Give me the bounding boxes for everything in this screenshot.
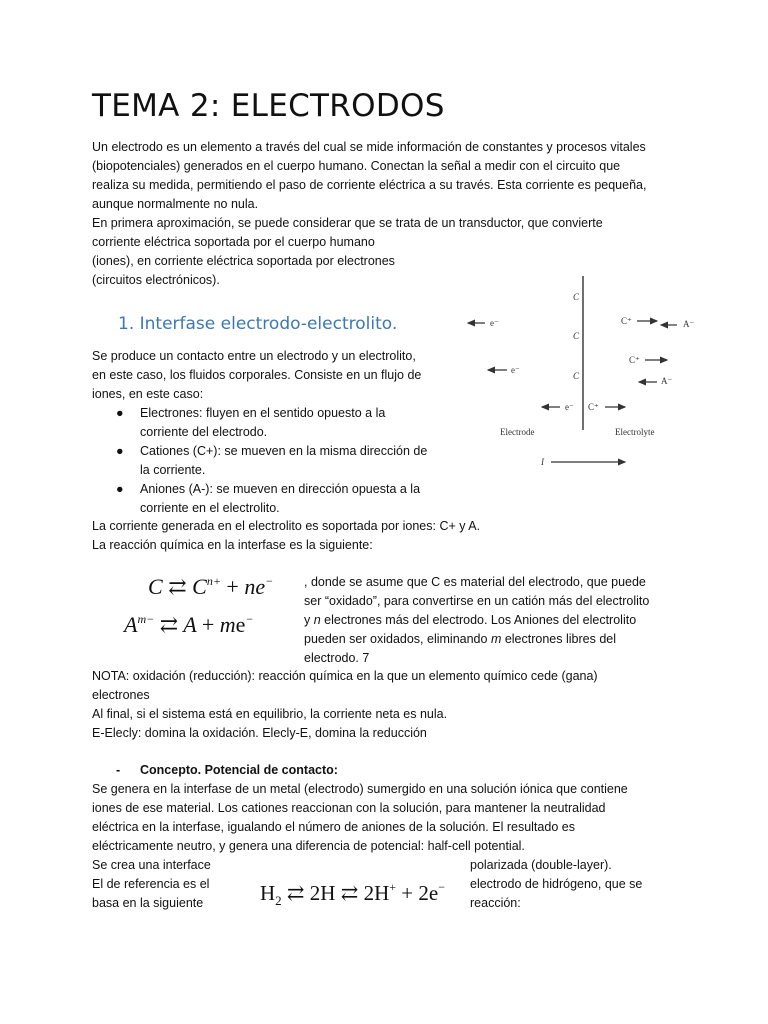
eq-term: 2H: [309, 881, 336, 905]
intro-paragraph: [92, 138, 646, 290]
hydrogen-equation: [260, 880, 445, 909]
cation-label: C⁺: [629, 355, 640, 365]
intro-line: Un electrodo es un elemento a través del cual se mide información de constantes y procesos vitales: [92, 140, 646, 154]
electrode-label: Electrode: [500, 427, 535, 437]
eq-term: 2e: [418, 881, 439, 905]
oxidation-equation-cation: [148, 574, 273, 600]
concept-heading: Concepto. Potencial de contacto:: [140, 763, 338, 777]
eq-superscript: m−: [137, 612, 155, 626]
eq-term: C: [192, 574, 207, 599]
concept-right-line: reacción:: [470, 896, 521, 910]
concept-right-line: electrodo de hidrógeno, que se: [470, 877, 643, 891]
note-line: electrones: [92, 688, 150, 702]
concept-line: eléctricamente neutro, y genera una diferencia de potencial: half-cell potential.: [92, 839, 525, 853]
equation-explanation: [304, 573, 649, 668]
intro-line: (circuitos electrónicos).: [92, 273, 220, 287]
bullet-text: Aniones (A-): se mueven en dirección opuesta a la: [140, 482, 421, 496]
explanation-line: pueden ser oxidados, eliminando m electrones libres del: [304, 632, 617, 646]
eq-operator: +: [226, 574, 239, 599]
electrode-electrolyte-diagram: [455, 270, 695, 475]
explanation-line: y n electrones más del electrodo. Los Aniones del electrolito: [304, 613, 637, 627]
list-item: [116, 480, 427, 518]
eq-operator: +: [401, 881, 414, 905]
concept-left-line: basa en la siguiente: [92, 896, 204, 910]
equilibrium-arrows-icon: ⇄: [159, 612, 179, 637]
concept-line: eléctrica en la interfase, igualando el número de aniones de la solución. El resultado es: [92, 820, 575, 834]
intro-line: aunque normalmente no nula.: [92, 197, 259, 211]
note-line: E-Elecly: domina la oxidación. Elecly-E, domina la reducción: [92, 726, 427, 740]
eq-operator: +: [201, 612, 215, 637]
eq-term: C: [148, 574, 163, 599]
note-line: Al final, si el sistema está en equilibrio, la corriente neta es nula.: [92, 707, 448, 721]
concept-left-line: El de referencia es el: [92, 877, 210, 891]
concept-body: [92, 780, 628, 856]
concept-line: iones de ese material. Los cationes reaccionan con la solución, para mantener la neutralidad: [92, 801, 606, 815]
eq-term: e: [235, 612, 246, 637]
electron-label: e⁻: [565, 402, 574, 412]
oxidation-equation-anion: [124, 612, 254, 638]
c-label: C: [573, 292, 580, 302]
electrolyte-label: Electrolyte: [615, 427, 655, 437]
current-label: I: [541, 457, 544, 467]
section-heading: 1. Interfase electrodo-electrolito.: [118, 314, 398, 334]
electron-label: e⁻: [511, 365, 520, 375]
notes: [92, 667, 598, 743]
eq-term: A: [183, 612, 197, 637]
anion-label: A⁻: [683, 319, 695, 329]
eq-superscript: −: [438, 880, 445, 894]
explanation-line: ser “oxidado”, para convertirse en un catión más del electrolito: [304, 594, 650, 608]
section1-line: iones, en este caso:: [92, 387, 204, 401]
eq-superscript: −: [245, 612, 254, 626]
cation-label: C⁺: [588, 402, 599, 412]
intro-line: corriente eléctrica soportada por el cuerpo humano: [92, 235, 375, 249]
eq-term: A: [124, 612, 138, 637]
cation-label: C⁺: [621, 316, 632, 326]
section1-line: Se produce un contacto entre un electrodo y un electrolito,: [92, 349, 416, 363]
equilibrium-arrows-icon: ⇄: [286, 881, 305, 905]
intro-line: En primera aproximación, se puede considerar que se trata de un transductor, que convierte: [92, 216, 603, 230]
section1-line: en este caso, los fluidos corporales. Consiste en un flujo de: [92, 368, 422, 382]
eq-term: e: [255, 574, 266, 599]
bullet-icon: ●: [116, 482, 124, 496]
eq-superscript: −: [265, 574, 274, 588]
ion-bullet-list: [116, 404, 427, 518]
concept-right-column: [470, 856, 642, 913]
intro-line: realiza su medida, permitiendo el paso de corriente eléctrica a su través. Esta corriente es pequeña,: [92, 178, 647, 192]
eq-term: n: [244, 574, 256, 599]
concept-left-line: Se crea una interface: [92, 858, 211, 872]
section1-after-line: La corriente generada en el electrolito es soportada por iones: C+ y A.: [92, 519, 481, 533]
bullet-icon: ●: [116, 406, 124, 420]
eq-superscript: n+: [206, 574, 221, 588]
eq-subscript: 2: [275, 893, 282, 908]
eq-superscript: +: [389, 880, 397, 894]
eq-term: H: [260, 881, 276, 905]
concept-left-column: [92, 856, 211, 913]
section1-after: [92, 517, 480, 555]
bullet-text: corriente del electrodo.: [140, 425, 268, 439]
bullet-text: Cationes (C+): se mueven en la misma dirección de: [140, 444, 428, 458]
eq-term: m: [219, 612, 236, 637]
bullet-text: Electrones: fluyen en el sentido opuesto a la: [140, 406, 386, 420]
concept-right-line: polarizada (double-layer).: [470, 858, 612, 872]
bullet-text: corriente en el electrolito.: [140, 501, 280, 515]
concept-dash: -: [116, 763, 121, 777]
note-line: NOTA: oxidación (reducción): reacción química en la que un elemento químico cede (gana): [92, 669, 598, 683]
explanation-line: electrodo. 7: [304, 651, 370, 665]
intro-line: (biopotenciales) generados en el cuerpo humano. Conectan la señal a medir con el circuito que: [92, 159, 621, 173]
eq-term: 2H: [363, 881, 390, 905]
section1-body: [92, 347, 421, 404]
equilibrium-arrows-icon: ⇄: [168, 574, 187, 599]
page-title: TEMA 2: ELECTRODOS: [92, 88, 445, 124]
list-item: [116, 442, 427, 480]
list-item: [116, 404, 427, 442]
section1-after-line: La reacción química en la interfase es la siguiente:: [92, 538, 373, 552]
electron-label: e⁻: [490, 318, 499, 328]
intro-line: (iones), en corriente eléctrica soportada por electrones: [92, 254, 395, 268]
concept-line: Se genera en la interfase de un metal (electrodo) sumergido en una solución iónica que contiene: [92, 782, 628, 796]
bullet-text: la corriente.: [140, 463, 206, 477]
anion-label: A⁻: [661, 376, 673, 386]
c-label: C: [573, 331, 580, 341]
explanation-line: , donde se asume que C es material del electrodo, que puede: [304, 575, 646, 589]
equilibrium-arrows-icon: ⇄: [340, 881, 359, 905]
bullet-icon: ●: [116, 444, 124, 458]
c-label: C: [573, 371, 580, 381]
